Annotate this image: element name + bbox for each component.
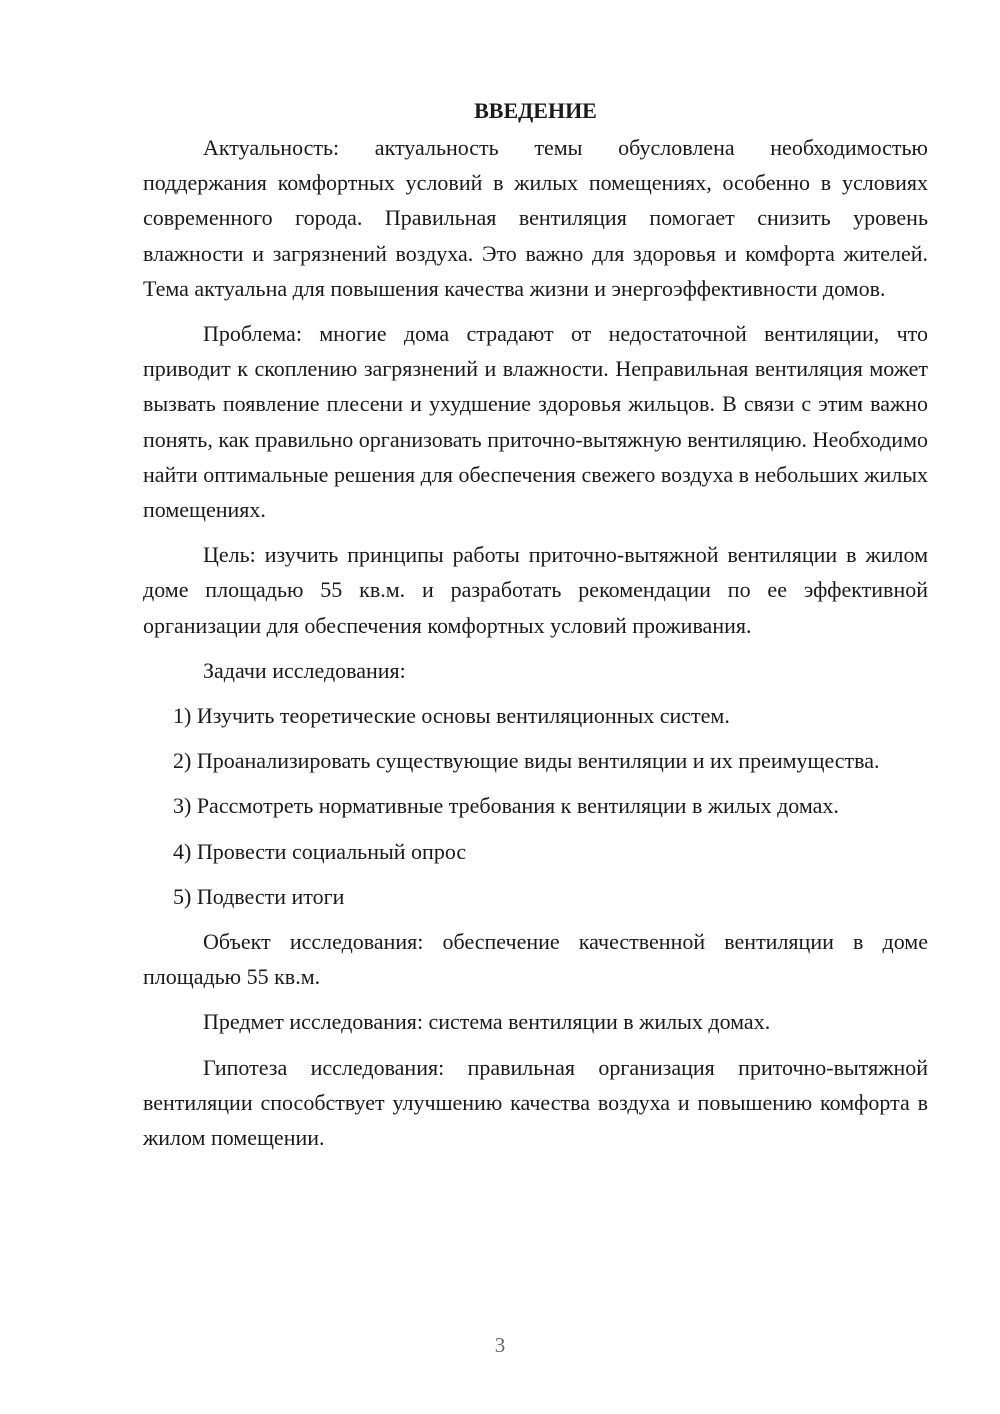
problem-paragraph: Проблема: многие дома страдают от недостаточной вентиляции, что приводит к скоплению загрязнений и влажности. Неправильная вентиляция может вызвать появление плесени и ухудшение здоровья жильцов. В связи с этим важно понять, как правильно организовать приточно-вытяжную вентиляцию. Необходимо найти оптимальные решения для обеспечения свежего воздуха в небольших жилых помещениях. bbox=[143, 321, 928, 523]
document-body bbox=[143, 93, 928, 1165]
page-number: 3 bbox=[494, 1333, 506, 1357]
tasks-heading: Задачи исследования: bbox=[203, 657, 406, 683]
list-item: 5) Подвести итоги bbox=[173, 883, 345, 909]
list-item: 4) Провести социальный опрос bbox=[173, 838, 467, 864]
object-paragraph: Объект исследования: обеспечение качественной вентиляции в доме площадью 55 кв.м. bbox=[143, 929, 928, 990]
relevance-paragraph: Актуальность: актуальность темы обусловлена необходимостью поддержания комфортных условий в жилых помещениях, особенно в условиях современного города. Правильная вентиляция помогает снизить уровень влажности и загрязнений воздуха. Это важно для здоровья и комфорта жителей. Тема актуальна для повышения качества жизни и энергоэффективности домов. bbox=[143, 135, 928, 301]
page-title: ВВЕДЕНИЕ bbox=[474, 98, 597, 123]
goal-paragraph: Цель: изучить принципы работы приточно-вытяжной вентиляции в жилом доме площадью 55 кв.м. и разработать рекомендации по ее эффективной организации для обеспечения комфортных условий проживания. bbox=[143, 542, 928, 638]
list-item: 1) Изучить теоретические основы вентиляционных систем. bbox=[173, 703, 730, 729]
subject-paragraph: Предмет исследования: система вентиляции в жилых домах. bbox=[203, 1009, 771, 1035]
list-item: 3) Рассмотреть нормативные требования к вентиляции в жилых домах. bbox=[173, 793, 839, 819]
list-item: 2) Проанализировать существующие виды вентиляции и их преимущества. bbox=[173, 748, 880, 774]
hypothesis-paragraph: Гипотеза исследования: правильная организация приточно-вытяжной вентиляции способствует улучшению качества воздуха и повышению комфорта в жилом помещении. bbox=[143, 1054, 928, 1151]
